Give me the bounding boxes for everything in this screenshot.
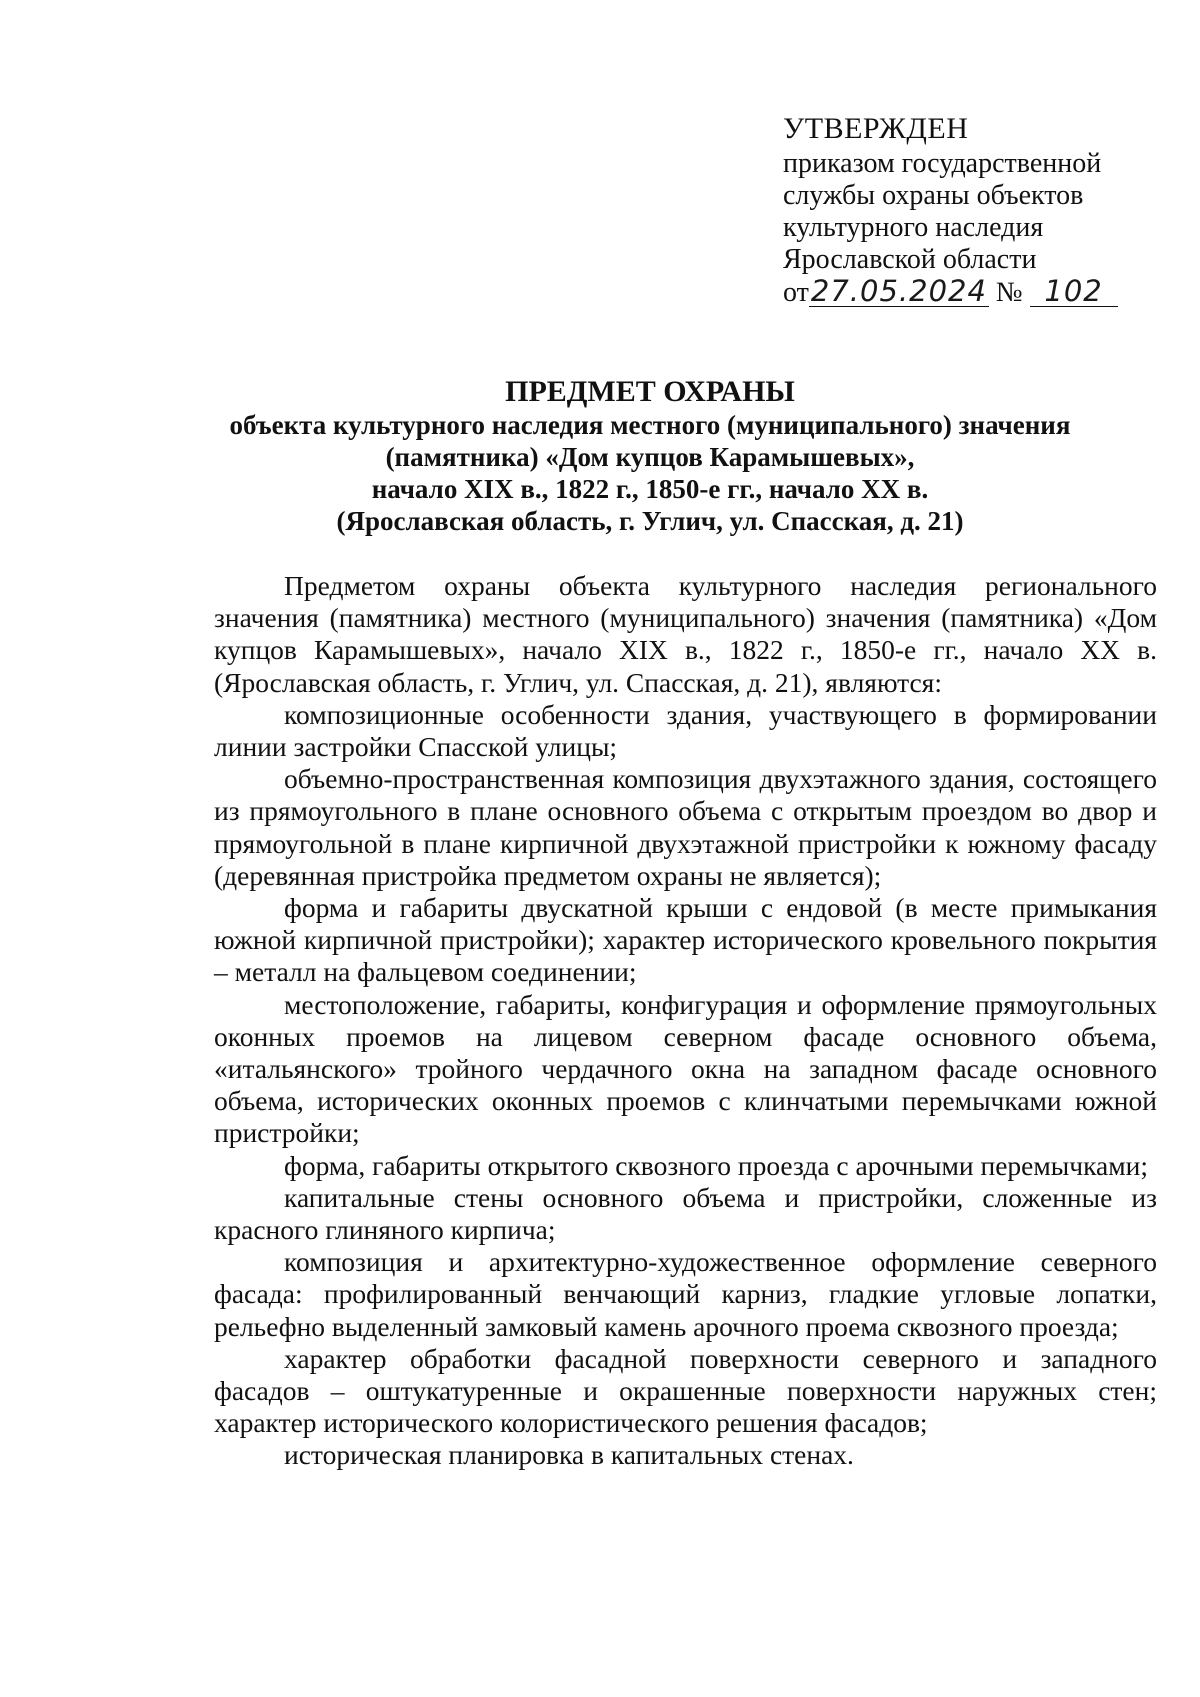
approval-number-sign: № [995,277,1023,308]
body-paragraph: композиция и архитектурно-художественное оформление северного фасада: профилированный венчающий карниз, гладкие угловые лопатки, рельефно выделенный замковый камень арочного проема сквозного проезда; [214,1246,1157,1342]
approval-line: культурного наследия [783,212,1044,243]
body-paragraph: историческая планировка в капитальных стенах. [284,1439,854,1471]
body-paragraph: Предметом охраны объекта культурного наследия регионального значения (памятника) местного (муниципального) значения (памятника) «Дом купцов Карамышевых», начало XIX в., 1822 г., 1850-е гг., начало XX в. (Ярославская область, г. Углич, ул. Спасская, д. 21), являются: [214,570,1157,698]
approval-from-prefix: от [783,277,809,308]
heading-line: начало XIX в., 1822 г., 1850-е гг., начало XX в. [371,474,929,504]
document-title: ПРЕДМЕТ ОХРАНЫ [505,375,795,408]
approval-date: 27.05.2024 [810,274,987,308]
approval-stamp [783,112,1143,309]
heading-line: (Ярославская область, г. Углич, ул. Спасская, д. 21) [336,506,964,536]
document-body [214,570,1157,1472]
approval-number: 102 [1030,276,1118,307]
approval-line: службы охраны объектов [783,180,1084,211]
document-heading [150,375,1150,537]
body-paragraph: объемно-пространственная композиция двухэтажного здания, состоящего из прямоугольного в плане основного объема с открытым проездом во двор и прямоугольной в плане кирпичной двухэтажной пристройки к южному фасаду (деревянная пристройка предметом охраны не является); [214,763,1157,891]
heading-line: объекта культурного наследия местного (муниципального) значения [229,410,1071,440]
body-paragraph: композиционные особенности здания, участвующего в формировании линии застройки Спасской улицы; [214,698,1157,763]
body-paragraph: местоположение, габариты, конфигурация и оформление прямоугольных оконных проемов на лицевом северном фасаде основного объема, «итальянского» тройного чердачного окна на западном фасаде основного объема, исторических оконных проемов с клинчатыми перемычками южной пристройки; [214,988,1157,1149]
approval-date-line [783,276,1143,309]
approval-title: УТВЕРЖДЕН [783,112,969,145]
approval-line: приказом государственной [783,148,1102,179]
body-paragraph: форма, габариты открытого сквозного проезда с арочными перемычками; [284,1149,1148,1181]
body-paragraph: характер обработки фасадной поверхности северного и западного фасадов – оштукатуренные и окрашенные поверхности наружных стен; характер исторического колористического решения фасадов; [214,1342,1157,1439]
body-paragraph: капитальные стены основного объема и пристройки, сложенные из красного глиняного кирпича; [214,1181,1157,1246]
body-paragraph: форма и габариты двускатной крыши с ендовой (в месте примыкания южной кирпичной пристройки); характер исторического кровельного покрытия – металл на фальцевом соединении; [214,892,1157,988]
approval-line: Ярославской области [783,244,1037,275]
heading-line: (памятника) «Дом купцов Карамышевых», [385,442,915,472]
